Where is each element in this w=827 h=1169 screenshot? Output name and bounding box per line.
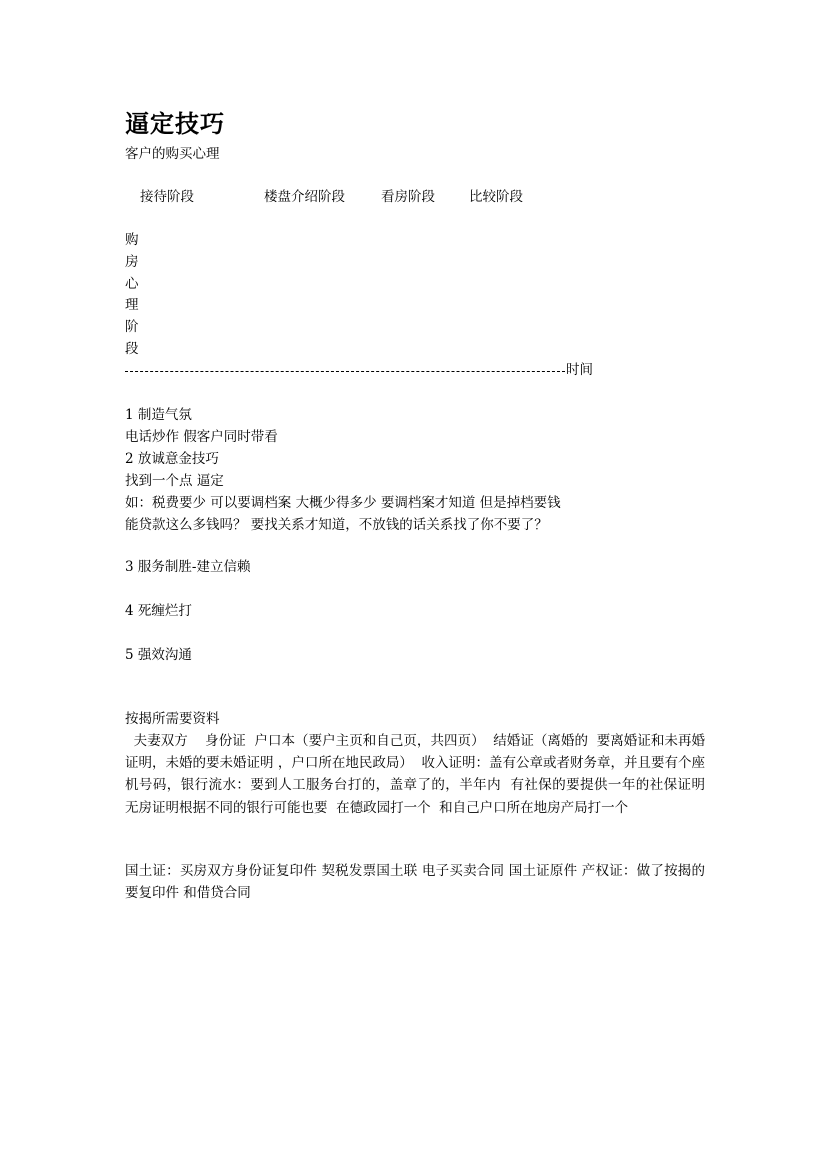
- mortgage-heading: 按揭所需要资料: [125, 711, 220, 727]
- section-2-example: 如：税费要少 可以要调档案 大概少得多少 要调档案才知道 但是掉档要钱: [125, 495, 561, 511]
- vertical-char: 阶: [125, 319, 139, 336]
- mortgage-requirements: 夫妻双方 身份证 户口本（要户主页和自己页，共四页） 结婚证（离婚的 要离婚证和未再婚证明，未婚的要未婚证明 ，户口所在地民政局） 收入证明：盖有公章或者财务章，并且要有个座机号码，银行流水：要到人工服务台打的，盖章了的，半年内 有社保的要提供一年的社保证明 无房证明根据不同的银行可能也要 在德政园打一个 和自己户口所在地房产局打一个: [125, 733, 714, 816]
- vertical-char: 房: [125, 253, 139, 270]
- stage-reception: 接待阶段: [140, 189, 194, 205]
- stage-comparison: 比较阶段: [469, 189, 523, 205]
- vertical-char: 理: [125, 297, 139, 314]
- section-4-heading: 4 死缠烂打: [125, 603, 192, 619]
- section-3-heading: 3 服务制胜-建立信赖: [125, 559, 251, 575]
- section-5-heading: 5 强效沟通: [125, 647, 192, 663]
- section-2-text: 找到一个点 逼定: [125, 473, 224, 489]
- page-title: 逼定技巧: [125, 109, 225, 138]
- stage-viewing: 看房阶段: [381, 189, 435, 205]
- section-1-heading: 1 制造气氛: [125, 407, 192, 423]
- section-2-example-cont: 能贷款这么多钱吗？ 要找关系才知道，不放钱的话关系找了你不要了？: [125, 517, 548, 533]
- subtitle: 客户的购买心理: [125, 146, 220, 162]
- vertical-char: 心: [125, 275, 139, 292]
- timeline-dashes: [125, 371, 565, 372]
- timeline-label: 时间: [566, 362, 593, 378]
- stage-introduction: 楼盘介绍阶段: [264, 189, 345, 205]
- stage-row: [125, 186, 705, 208]
- section-2-heading: 2 放诚意金技巧: [125, 451, 219, 467]
- vertical-char: 购: [125, 232, 139, 248]
- vertical-char: 段: [125, 340, 139, 357]
- section-1-text: 电话炒作 假客户同时带看: [125, 429, 278, 445]
- timeline-axis: [125, 361, 593, 379]
- land-certificate-requirements: 国土证：买房双方身份证复印件 契税发票国土联 电子买卖合同 国土证原件 产权证：做了按揭的要复印件 和借贷合同: [125, 863, 705, 902]
- vertical-axis-label: [125, 230, 139, 361]
